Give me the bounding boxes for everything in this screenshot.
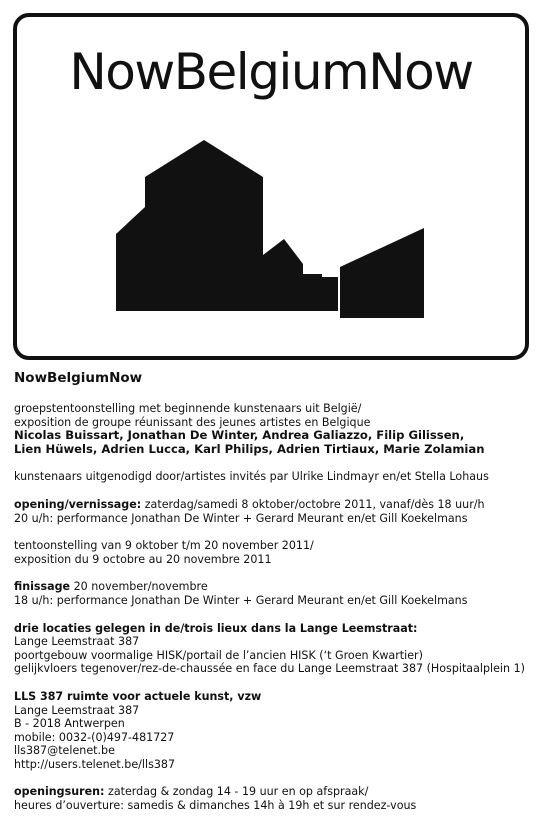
intro-line-fr: exposition de groupe réunissant des jeunes artistes en Belgique	[14, 415, 371, 429]
exhibition-line-fr: exposition du 9 octobre au 20 novembre 2011	[14, 552, 272, 566]
finissage-date: 20 november/novembre	[70, 580, 208, 594]
exhibition-line-nl: tentoonstelling van 9 oktober t/m 20 november 2011/	[14, 539, 314, 553]
intro-line-nl: groepstentoonstelling met beginnende kunstenaars uit België/	[14, 402, 362, 415]
venue-street: Lange Leemstraat 387	[14, 703, 140, 717]
finissage-block	[14, 580, 526, 607]
locations-block	[14, 622, 526, 676]
opening-block	[14, 498, 526, 525]
hours-line-fr: heures d’ouverture: samedis & dimanches 14h à 19h et sur rendez-vous	[14, 799, 417, 813]
hours-label: openingsuren:	[14, 785, 105, 799]
location-item: poortgebouw voormalige HISK/portail de l’ancien HISK (‘t Groen Kwartier)	[14, 648, 423, 662]
venue-url: http://users.telenet.be/lls387	[14, 757, 176, 771]
locations-heading: drie locaties gelegen in de/trois lieux dans la Lange Leemstraat:	[14, 621, 418, 635]
page-title: NowBelgiumNow	[14, 370, 143, 386]
exhibition-dates	[14, 539, 526, 566]
opening-label: opening/vernissage:	[14, 497, 142, 511]
sign-title: NowBelgiumNow	[69, 43, 473, 101]
artists-line-2: Lien Hüwels, Adrien Lucca, Karl Philips, Adrien Tirtiaux, Marie Zolamian	[14, 441, 485, 456]
venue-mobile: mobile: 0032-(0)497-481727	[14, 730, 175, 744]
opening-date: zaterdag/samedi 8 oktober/octobre 2011, vanaf/dès 18 uur/h	[141, 497, 485, 511]
town-sign	[13, 13, 529, 360]
opening-performance: 20 u/h: performance Jonathan De Winter + Gerard Meurant en/et Gill Koekelmans	[14, 511, 468, 525]
invitation-text	[14, 370, 526, 827]
venue-block	[14, 690, 526, 772]
hours-block	[14, 785, 526, 812]
town-skyline-icon	[17, 17, 525, 356]
finissage-label: finissage	[14, 580, 71, 594]
venue-city: B - 2018 Antwerpen	[14, 717, 125, 731]
finissage-performance: 18 u/h: performance Jonathan De Winter + Gerard Meurant en/et Gill Koekelmans	[14, 593, 468, 607]
location-item: gelijkvloers tegenover/rez-de-chaussée en face du Lange Leemstraat 387 (Hospitaalplein 1)	[14, 662, 525, 676]
venue-email: lls387@telenet.be	[14, 744, 115, 758]
intro-block	[14, 402, 526, 456]
location-item: Lange Leemstraat 387	[14, 635, 140, 649]
venue-name: LLS 387 ruimte voor actuele kunst, vzw	[14, 689, 262, 703]
hours-line-nl: zaterdag & zondag 14 - 19 uur en op afspraak/	[104, 785, 369, 799]
artists-line-1: Nicolas Buissart, Jonathan De Winter, Andrea Galiazzo, Filip Gilissen,	[14, 428, 465, 443]
curators-line: kunstenaars uitgenodigd door/artistes invités par Ulrike Lindmayr en/et Stella Lohaus	[14, 470, 489, 484]
